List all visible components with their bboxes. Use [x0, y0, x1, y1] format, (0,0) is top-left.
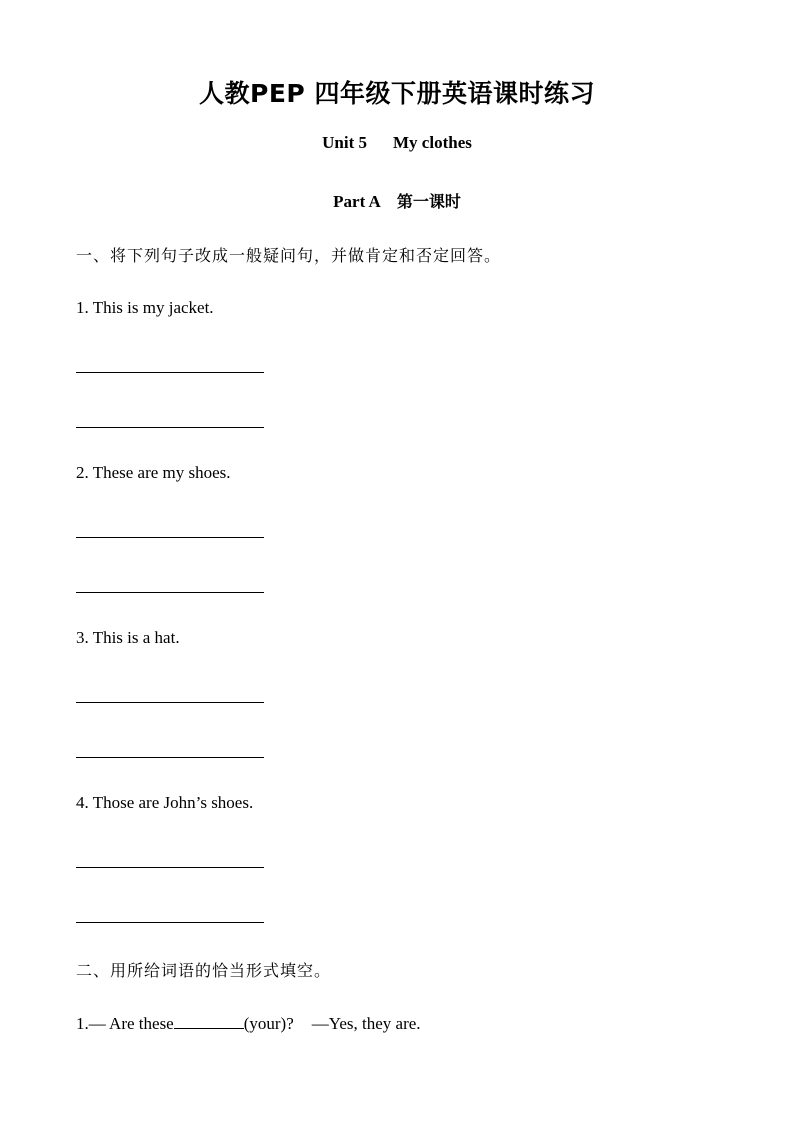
fill-question-1-hint: (your)?	[243, 1014, 294, 1033]
fill-question-1-answer: —Yes, they are.	[311, 1014, 421, 1033]
unit-label: Unit 5	[322, 133, 368, 152]
question-3: 3. This is a hat.	[76, 628, 180, 647]
answer-line-1a[interactable]	[76, 372, 264, 373]
section2-heading: 二、用所给词语的恰当形式填空。	[76, 961, 332, 980]
part-label: Part A	[333, 192, 381, 211]
section1-heading: 一、将下列句子改成一般疑问句，并做肯定和否定回答。	[76, 246, 502, 265]
answer-line-3b[interactable]	[76, 757, 264, 758]
answer-line-4b[interactable]	[76, 922, 264, 923]
fill-blank-1[interactable]	[174, 1013, 244, 1029]
answer-line-4a[interactable]	[76, 867, 264, 868]
question-2: 2. These are my shoes.	[76, 463, 231, 482]
unit-name: My clothes	[393, 133, 472, 152]
answer-line-1b[interactable]	[76, 427, 264, 428]
part-lesson: 第一课时	[396, 192, 461, 211]
part-heading	[0, 189, 794, 212]
question-1: 1. This is my jacket.	[76, 298, 214, 317]
fill-question-1-prefix: 1.— Are these	[76, 1014, 174, 1033]
question-4: 4. Those are John’s shoes.	[76, 793, 254, 812]
fill-question-1	[76, 1013, 421, 1034]
answer-line-2a[interactable]	[76, 537, 264, 538]
unit-heading	[0, 133, 794, 153]
answer-line-3a[interactable]	[76, 702, 264, 703]
answer-line-2b[interactable]	[76, 592, 264, 593]
page-title: 人教PEP 四年级下册英语课时练习	[199, 79, 595, 108]
